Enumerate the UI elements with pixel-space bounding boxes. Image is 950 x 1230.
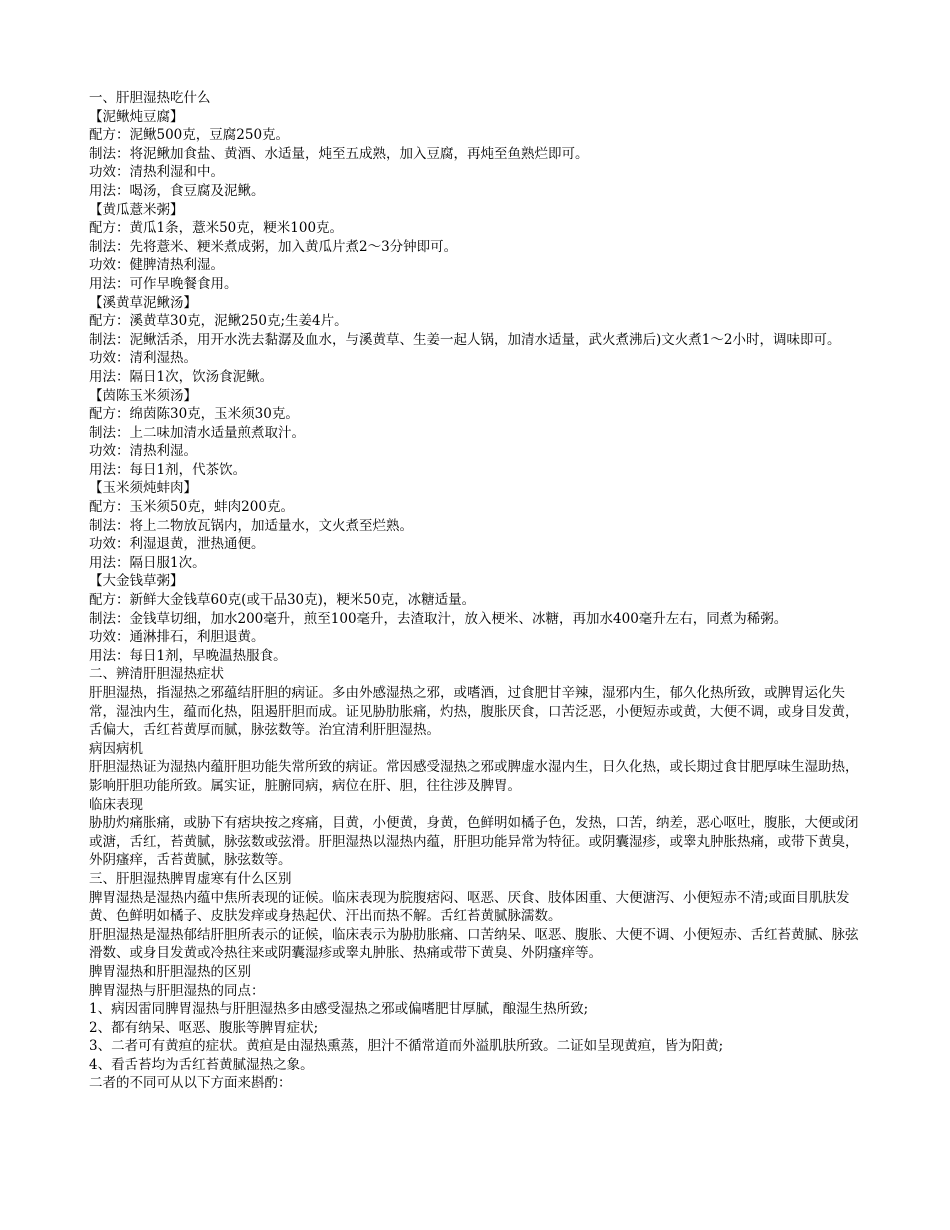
recipe-method: 制法：上二味加清水适量煎煮取汁。: [89, 424, 305, 441]
recipe-method: 制法：先将薏米、粳米煮成粥，加入黄瓜片煮2～3分钟即可。: [89, 238, 458, 255]
body-paragraph: 肝胆湿热证为湿热内蕴肝胆功能失常所致的病证。常因感受湿热之邪或脾虚水湿内生，日久化热，或长期过食甘肥厚味生湿助热，影响肝胆功能所致。属实证，脏腑同病，病位在肝、胆，往往涉及脾胃。: [89, 759, 859, 794]
recipe-title: 【大金钱草粥】: [89, 573, 184, 590]
subheading: 病因病机: [89, 740, 143, 757]
recipe-effect: 功效：清利湿热。: [89, 350, 197, 367]
recipe-effect: 功效：通淋排石，利胆退黄。: [89, 629, 265, 646]
subheading: 脾胃湿热和肝胆湿热的区别: [89, 963, 251, 980]
list-item: 2、都有纳呆、呕恶、腹胀等脾胃症状;: [89, 1019, 319, 1036]
recipe-method: 制法：将泥鳅加食盐、黄酒、水适量，炖至五成熟，加入豆腐，再炖至鱼熟烂即可。: [89, 145, 589, 162]
recipe-usage: 用法：喝汤，食豆腐及泥鳅。: [89, 182, 265, 199]
recipe-formula: 配方：泥鳅500克，豆腐250克。: [89, 127, 290, 144]
recipe-effect: 功效：利湿退黄，泄热通便。: [89, 536, 265, 553]
section-heading: 一、肝胆湿热吃什么: [89, 90, 211, 106]
list-item: 3、二者可有黄疸的症状。黄疸是由湿热熏蒸，胆汁不循常道而外溢肌肤所致。二证如呈现黄疸，皆为阳黄;: [89, 1038, 724, 1055]
recipe-formula: 配方：绵茵陈30克，玉米须30克。: [89, 406, 299, 423]
recipe-title: 【茵陈玉米须汤】: [89, 387, 197, 404]
recipe-usage: 用法：每日1剂，代茶饮。: [89, 461, 247, 478]
recipe-formula: 配方：玉米须50克，蚌肉200克。: [89, 499, 294, 516]
body-paragraph: 肝胆湿热，指湿热之邪蕴结肝胆的病证。多由外感湿热之邪，或嗜酒，过食肥甘辛辣，湿邪内生，郁久化热所致，或脾胃运化失常，湿浊内生，蕴而化热，阻遏肝胆而成。证见胁肋胀痛，灼热，腹胀厌食，口苦泛恶，小便短赤或黄，大便不调，或身目发黄，舌偏大，舌红苔黄厚而腻，脉弦数等。治宜清利肝胆湿热。: [89, 685, 859, 739]
recipe-formula: 配方：溪黄草30克，泥鳅250克;生姜4片。: [89, 313, 348, 330]
recipe-title: 【溪黄草泥鳅汤】: [89, 294, 197, 311]
recipe-title: 【泥鳅炖豆腐】: [89, 108, 184, 125]
subheading: 临床表现: [89, 796, 143, 813]
document-page: [89, 89, 864, 1093]
recipe-method: 制法：泥鳅活杀，用开水洗去黏潺及血水，与溪黄草、生姜一起人锅，加清水适量，武火煮沸后)文火煮1～2小时，调味即可。: [89, 331, 841, 348]
recipe-usage: 用法：隔日服1次。: [89, 554, 206, 571]
recipe-method: 制法：金钱草切细，加水200毫升，煎至100毫升，去渣取汁，放入梗米、冰糖，再加水400毫升左右，同煮为稀粥。: [89, 610, 788, 627]
section-heading: 三、肝胆湿热脾胃虚寒有什么区别: [89, 870, 292, 887]
section-heading: 二、辨清肝胆湿热症状: [89, 666, 224, 683]
recipe-effect: 功效：清热利湿。: [89, 443, 197, 460]
body-paragraph: 脾胃湿热是湿热内蕴中焦所表现的证候。临床表现为脘腹痞闷、呕恶、厌食、肢体困重、大便溏泻、小便短赤不清;或面目肌肤发黄、色鲜明如橘子、皮肤发痒或身热起伏、汗出而热不解。舌红苔黄腻脉濡数。: [89, 889, 850, 925]
recipe-usage: 用法：隔日1次，饮汤食泥鳅。: [89, 368, 274, 385]
recipe-effect: 功效：清热利湿和中。: [89, 164, 224, 181]
recipe-usage: 用法：每日1剂，早晚温热服食。: [89, 647, 287, 664]
list-item: 1、病因雷同脾胃湿热与肝胆湿热多由感受湿热之邪或偏嗜肥甘厚腻，酿湿生热所致;: [89, 1001, 589, 1018]
recipe-effect: 功效：健脾清热利湿。: [89, 257, 224, 274]
recipe-method: 制法：将上二物放瓦锅内，加适量水，文火煮至烂熟。: [89, 517, 413, 534]
list-item: 4、看舌苔均为舌红苔黄腻湿热之象。: [89, 1056, 314, 1073]
body-paragraph: 胁肋灼痛胀痛，或胁下有痞块按之疼痛，目黄，小便黄，身黄，色鲜明如橘子色，发热，口苦，纳差，恶心呕吐，腹胀，大便或闭或溏，舌红，苔黄腻，脉弦数或弦滑。肝胆湿热以湿热内蕴，肝胆功能异常为特征。或阴囊湿疹，或睾丸肿胀热痛，或带下黄臭，外阴瘙痒，舌苔黄腻，脉弦数等。: [89, 815, 859, 869]
recipe-usage: 用法：可作早晚餐食用。: [89, 275, 238, 292]
subheading: 脾胃湿热与肝胆湿热的同点：: [89, 982, 265, 999]
recipe-formula: 配方：黄瓜1条，薏米50克，粳米100克。: [89, 220, 344, 237]
body-paragraph: 肝胆湿热是湿热郁结肝胆所表示的证候，临床表示为胁肋胀痛、口苦纳呆、呕恶、腹胀、大便不调、小便短赤、舌红苔黄腻、脉弦滑数、或身目发黄或冷热往来或阴囊湿疹或睾丸肿胀、热痛或带下黄臭、外阴瘙痒等。: [89, 926, 859, 962]
recipe-title: 【玉米须炖蚌肉】: [89, 480, 197, 497]
recipe-title: 【黄瓜薏米粥】: [89, 201, 184, 218]
recipe-formula: 配方：新鲜大金钱草60克(或干品30克)，粳米50克，冰糖适量。: [89, 592, 476, 609]
body-paragraph: 二者的不同可从以下方面来斟酌：: [89, 1075, 292, 1092]
